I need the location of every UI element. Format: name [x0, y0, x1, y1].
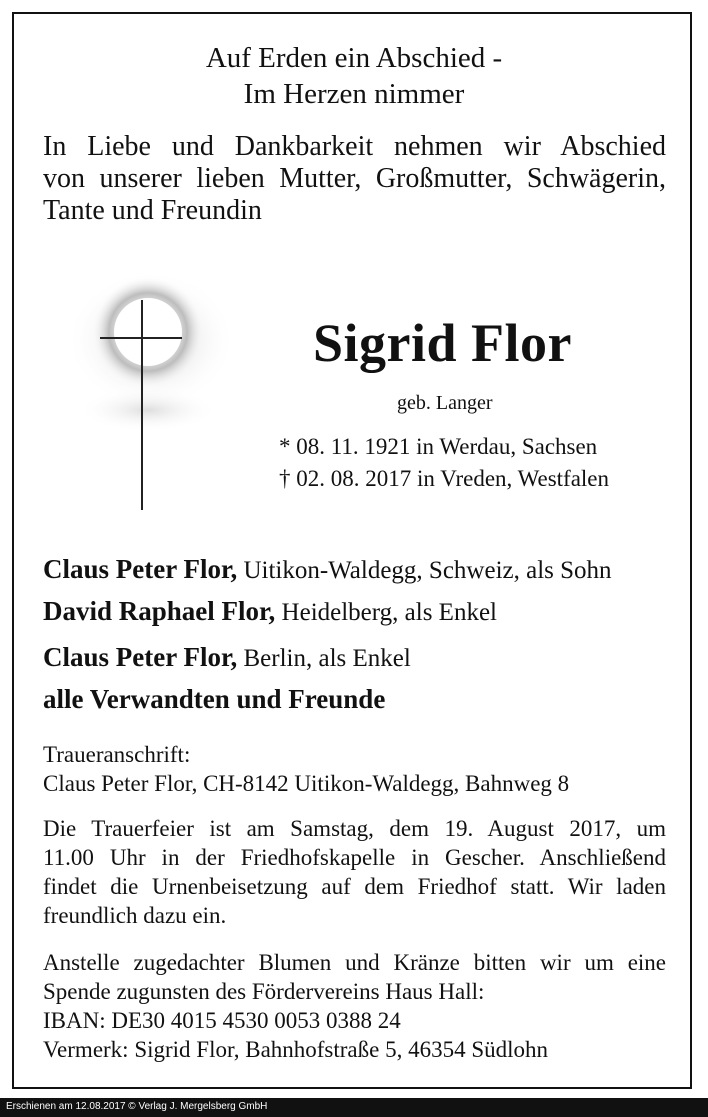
maiden-name: geb. Langer: [397, 392, 493, 414]
intro-text: [43, 131, 666, 227]
donation-line: Anstelle zugedachter Blumen und Kränze bitten wir um eine: [43, 950, 666, 975]
intro-line: In Liebe und Dankbarkeit nehmen wir Abschied: [43, 131, 666, 162]
intro-line: Tante und Freundin: [43, 195, 262, 226]
ceremony-line: findet die Urnenbeisetzung auf dem Friedhof statt. Wir laden: [43, 874, 666, 899]
ceremony-line: freundlich dazu ein.: [43, 903, 227, 928]
address-block: [43, 740, 666, 798]
mourner-name: Claus Peter Flor,: [43, 642, 238, 672]
ceremony-line: Die Trauerfeier ist am Samstag, dem 19. August 2017, um: [43, 816, 666, 841]
address-label: Traueranschrift:: [43, 742, 191, 767]
relatives-line: alle Verwandten und Freunde: [43, 684, 386, 714]
mourner-detail: Heidelberg, als Enkel: [281, 599, 497, 626]
deceased-name: Sigrid Flor: [313, 313, 572, 373]
ceremony-line: 11.00 Uhr in der Friedhofskapelle in Gescher. Anschließend: [43, 845, 666, 870]
mourner-name: David Raphael Flor,: [43, 596, 276, 626]
ceremony-text: [43, 814, 666, 930]
donation-text: [43, 948, 666, 1064]
mourner-detail: Uitikon-Waldegg, Schweiz, als Sohn: [243, 557, 612, 584]
death-date: † 02. 08. 2017 in Vreden, Westfalen: [279, 466, 609, 491]
birth-date: * 08. 11. 1921 in Werdau, Sachsen: [279, 434, 598, 459]
cross-sun-image: [66, 270, 236, 515]
mourner-name: Claus Peter Flor,: [43, 554, 238, 584]
mourner-line: [43, 642, 411, 673]
mourner-detail: Berlin, als Enkel: [243, 645, 411, 672]
donation-iban: IBAN: DE30 4015 4530 0053 0388 24: [43, 1008, 401, 1033]
motto-line-1: Auf Erden ein Abschied -: [205, 42, 503, 74]
intro-line: von unserer lieben Mutter, Großmutter, Schwägerin,: [43, 163, 666, 194]
publication-footer: Erschienen am 12.08.2017 © Verlag J. Mergelsberg GmbH: [6, 1101, 268, 1112]
motto-line-2: Im Herzen nimmer: [243, 78, 465, 110]
address-value: Claus Peter Flor, CH-8142 Uitikon-Waldegg, Bahnweg 8: [43, 771, 570, 796]
mourner-line: [43, 554, 612, 585]
donation-reference: Vermerk: Sigrid Flor, Bahnhofstraße 5, 46354 Südlohn: [43, 1037, 549, 1062]
mourner-line: [43, 596, 497, 627]
donation-line: Spende zugunsten des Fördervereins Haus Hall:: [43, 979, 485, 1004]
